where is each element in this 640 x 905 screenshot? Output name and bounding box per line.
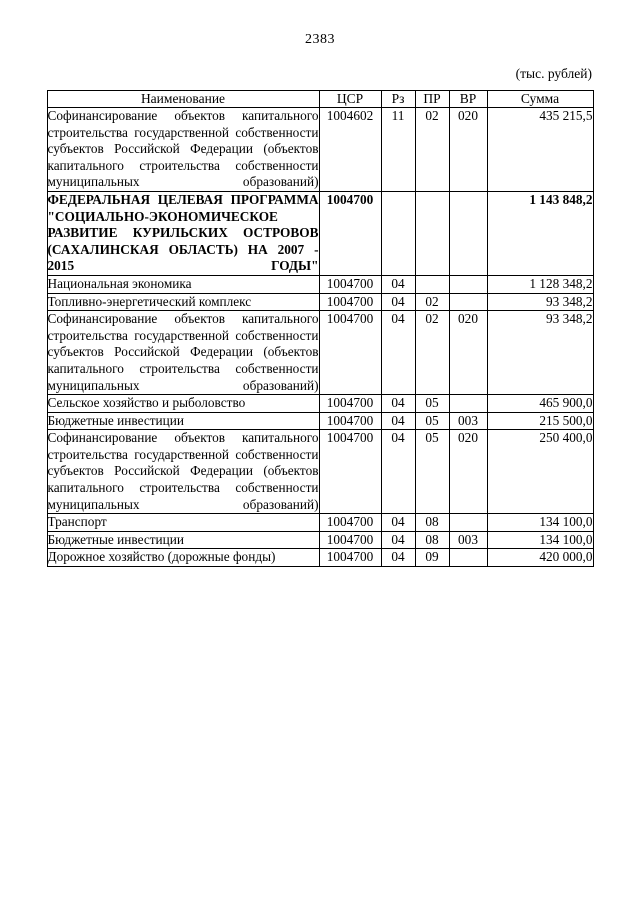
row-sum: 93 348,2 xyxy=(487,311,593,395)
row-pr: 05 xyxy=(415,430,449,514)
column-header-vr: ВР xyxy=(449,91,487,108)
table-row xyxy=(47,549,593,567)
row-name: Бюджетные инвестиции xyxy=(47,412,319,430)
row-pr: 08 xyxy=(415,531,449,549)
budget-table xyxy=(47,90,594,567)
row-csr: 1004700 xyxy=(319,191,381,275)
row-csr: 1004700 xyxy=(319,412,381,430)
row-rz: 04 xyxy=(381,549,415,567)
row-name: Транспорт xyxy=(47,514,319,532)
row-csr: 1004700 xyxy=(319,531,381,549)
row-vr xyxy=(449,549,487,567)
page-number: 2383 xyxy=(305,32,335,47)
table-row xyxy=(47,430,593,514)
row-vr: 020 xyxy=(449,430,487,514)
table-row xyxy=(47,311,593,395)
row-sum: 134 100,0 xyxy=(487,514,593,532)
row-vr xyxy=(449,275,487,293)
row-vr: 003 xyxy=(449,531,487,549)
row-rz: 04 xyxy=(381,531,415,549)
row-sum: 215 500,0 xyxy=(487,412,593,430)
row-vr xyxy=(449,395,487,413)
column-header-csr: ЦСР xyxy=(319,91,381,108)
row-rz: 04 xyxy=(381,412,415,430)
row-pr xyxy=(415,275,449,293)
table-row xyxy=(47,514,593,532)
row-sum: 1 128 348,2 xyxy=(487,275,593,293)
units-note: (тыс. рублей) xyxy=(515,66,592,81)
row-vr: 020 xyxy=(449,108,487,192)
column-header-sum: Сумма xyxy=(487,91,593,108)
table-row xyxy=(47,531,593,549)
row-vr xyxy=(449,514,487,532)
row-rz: 04 xyxy=(381,293,415,311)
row-sum: 435 215,5 xyxy=(487,108,593,192)
row-csr: 1004602 xyxy=(319,108,381,192)
row-pr: 05 xyxy=(415,412,449,430)
column-header-pr: ПР xyxy=(415,91,449,108)
row-pr: 08 xyxy=(415,514,449,532)
table-row xyxy=(47,395,593,413)
row-name: Топливно-энергетический комплекс xyxy=(47,293,319,311)
row-sum: 93 348,2 xyxy=(487,293,593,311)
row-csr: 1004700 xyxy=(319,311,381,395)
row-name: Софинансирование объектов капитального строительства государственной собственности субъектов Российской Федерации (объектов капитального строительства собственности муниципальных образований) xyxy=(47,311,319,395)
row-name: Бюджетные инвестиции xyxy=(47,531,319,549)
row-sum: 1 143 848,2 xyxy=(487,191,593,275)
row-rz: 11 xyxy=(381,108,415,192)
row-sum: 250 400,0 xyxy=(487,430,593,514)
table-row xyxy=(47,412,593,430)
row-pr: 05 xyxy=(415,395,449,413)
row-name: Софинансирование объектов капитального строительства государственной собственности субъектов Российской Федерации (объектов капитального строительства собственности муниципальных образований) xyxy=(47,108,319,192)
row-rz: 04 xyxy=(381,275,415,293)
row-name: ФЕДЕРАЛЬНАЯ ЦЕЛЕВАЯ ПРОГРАММА "СОЦИАЛЬНО-ЭКОНОМИЧЕСКОЕ РАЗВИТИЕ КУРИЛЬСКИХ ОСТРОВОВ (САХАЛИНСКАЯ ОБЛАСТЬ) НА 2007 - 2015 ГОДЫ" xyxy=(47,191,319,275)
row-rz: 04 xyxy=(381,514,415,532)
row-vr xyxy=(449,293,487,311)
row-pr: 02 xyxy=(415,108,449,192)
row-rz: 04 xyxy=(381,395,415,413)
row-csr: 1004700 xyxy=(319,430,381,514)
table-header-row xyxy=(47,91,593,108)
row-rz xyxy=(381,191,415,275)
table-row xyxy=(47,191,593,275)
row-name: Национальная экономика xyxy=(47,275,319,293)
table-row xyxy=(47,108,593,192)
row-pr: 02 xyxy=(415,311,449,395)
row-csr: 1004700 xyxy=(319,395,381,413)
row-sum: 420 000,0 xyxy=(487,549,593,567)
row-pr: 02 xyxy=(415,293,449,311)
row-name: Сельское хозяйство и рыболовство xyxy=(47,395,319,413)
row-pr: 09 xyxy=(415,549,449,567)
row-vr xyxy=(449,191,487,275)
row-sum: 465 900,0 xyxy=(487,395,593,413)
table-body xyxy=(47,108,593,567)
column-header-rz: Рз xyxy=(381,91,415,108)
row-name: Софинансирование объектов капитального строительства государственной собственности субъектов Российской Федерации (объектов капитального строительства собственности муниципальных образований) xyxy=(47,430,319,514)
row-vr: 020 xyxy=(449,311,487,395)
row-rz: 04 xyxy=(381,311,415,395)
row-vr: 003 xyxy=(449,412,487,430)
row-csr: 1004700 xyxy=(319,293,381,311)
row-sum: 134 100,0 xyxy=(487,531,593,549)
row-name: Дорожное хозяйство (дорожные фонды) xyxy=(47,549,319,567)
table-row xyxy=(47,275,593,293)
row-csr: 1004700 xyxy=(319,549,381,567)
row-rz: 04 xyxy=(381,430,415,514)
column-header-name: Наименование xyxy=(47,91,319,108)
row-pr xyxy=(415,191,449,275)
row-csr: 1004700 xyxy=(319,514,381,532)
row-csr: 1004700 xyxy=(319,275,381,293)
table-row xyxy=(47,293,593,311)
